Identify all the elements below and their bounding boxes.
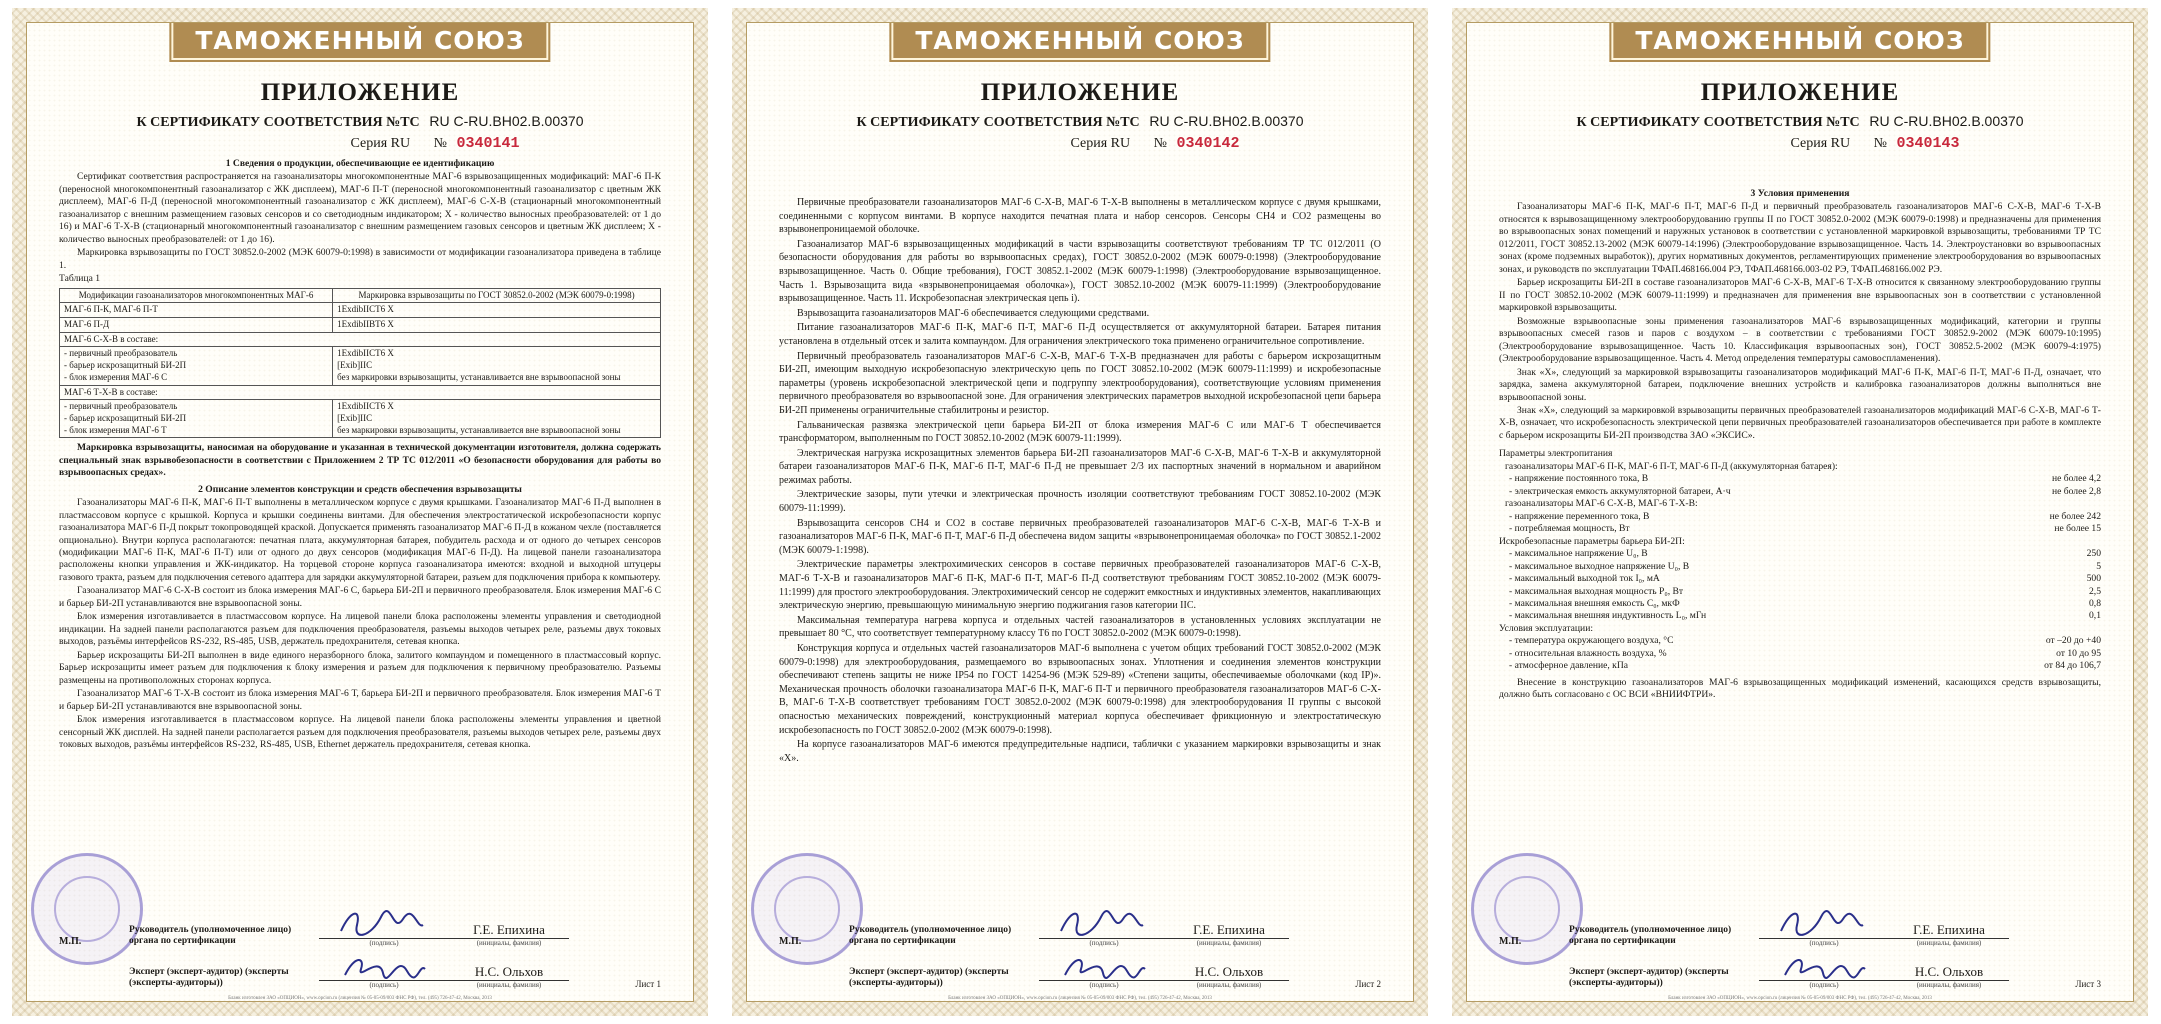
- paragraph: Возможные взрывоопасные зоны применения газоанализаторов МАГ-6 взрывозащищенных модификаций, категории и группы взрывоопасных смесей газов и паров с воздухом – в соответствии с требованиями ГОСТ 30852.9-2002 (МЭК 60079-10:1995) (Электрооборудование взрывозащищенное. Часть 10. Классификация взрывоопасных зон), ГОСТ 30852.5-2002 (МЭК 60079-4:1975) (Электрооборудование взрывозащищенное. Часть 4. Метод определения температуры самовоспламенения).: [1499, 315, 2101, 365]
- signature-icon: [1051, 949, 1151, 983]
- expert-role: Эксперт (эксперт-аудитор) (эксперты (эксперты-аудиторы)): [1569, 967, 1729, 989]
- paragraph: Газоанализатор МАГ-6 взрывозащищенных модификаций в части взрывозащиты соответствуют требованиям ТР ТС 012/2011 (О безопасности оборудования для работы во взрывоопасных средах), ГОСТ 30852.0-2002 (МЭК 60079-0:1998) (Электрооборудование взрывозащищенное. Часть 0. Общие требования), ГОСТ 30852.1-2002 (МЭК 60079-1:1998) (Электрооборудование взрывозащищенное. Часть 1. Взрывозащита вида «взрывонепроницаемая оболочка»), ГОСТ 30852.10-2002 (МЭК 60079-11:1999) (Электрооборудование взрывозащищенное. Часть 11. Искробезопасная электрическая цепь i).: [779, 238, 1381, 305]
- paragraph: Максимальная температура нагрева корпуса и отдельных частей газоанализаторов в установленных условиях эксплуатации не превышает 80 °С, что соответствует температурному классу Т6 по ГОСТ 30852.0-2002 (МЭК 60079-0:1998).: [779, 614, 1381, 640]
- certificate-line: [59, 113, 661, 131]
- param-name: - атмосферное давление, кПа: [1509, 660, 1629, 672]
- expert-role: Эксперт (эксперт-аудитор) (эксперты (эксперты-аудиторы)): [849, 967, 1009, 989]
- param-row: [1499, 523, 2101, 535]
- appendix-sheet-2: [732, 8, 1428, 1016]
- certificate-number: RU C-RU.BH02.B.00370: [1869, 113, 2024, 129]
- param-value: 0,8: [2089, 598, 2101, 609]
- signature-caption: (подпись): [1809, 939, 1839, 947]
- params-subheading: газоанализаторы МАГ-6 С-Х-В, МАГ-6 Т-Х-В:: [1505, 498, 1698, 510]
- certificate-number: RU C-RU.BH02.B.00370: [429, 113, 584, 129]
- table-caption: Таблица 1: [59, 273, 101, 285]
- certificate-label: К СЕРТИФИКАТУ СООТВЕТСТВИЯ №ТС: [136, 115, 420, 130]
- expert-role: Эксперт (эксперт-аудитор) (эксперты (эксперты-аудиторы)): [129, 967, 289, 989]
- head-signature: [1039, 913, 1169, 947]
- expert-name-box: [449, 964, 569, 989]
- table-header: Модификации газоанализаторов многокомпонентных МАГ-6: [60, 288, 333, 303]
- table-header: Маркировка взрывозащиты по ГОСТ 30852.0-2002 (МЭК 60079-0:1998): [333, 288, 661, 303]
- paragraph: Газоанализаторы МАГ-6 П-К, МАГ-6 П-Т, МАГ-6 П-Д и первичный преобразователь газоанализаторов МАГ-6 С-Х-В, МАГ-6 Т-Х-В относятся к взрывозащищенному электрооборудованию группы II по ГОСТ 30852.0-2002 (МЭК 60079-0:1998) и предназначены для применения во взрывоопасных зонах помещений и наружных установок в соответствии с установленной маркировкой взрывозащиты, требованиями ТР ТС 012/2011, ГОСТ 30852.13-2002 (МЭК 60079-14:1996) (Электрооборудование взрывозащищенное. Часть 14. Электроустановки во взрывоопасных зонах (кроме подземных выработок)), других нормативных документов, регламентирующих применение электрооборудования во взрывоопасных зонах, и руководств по эксплуатации ТФАП.468166.004 РЭ, ТФАП.468166.003-02 РЭ, ТФАП.468166.002 РЭ.: [1499, 201, 2101, 275]
- name-caption: (инициалы, фамилия): [1916, 981, 1982, 989]
- series-line: [209, 135, 661, 152]
- table-cell: МАГ-6 С-Х-В в составе:: [60, 332, 661, 347]
- paragraph: Блок измерения изготавливается в пластмассовом корпусе. На лицевой панели блока расположены элементы управления и цветной сенсорный ЖК дисплей. На задней панели располагается разъем для подключения преобразователя, разъемы выходов четырех реле, разъемы двух токовых выходов, разъёмы интерфейсов RS-232, RS-485, USB, Ethernet держатель предохранителя, сетевая кнопка.: [59, 714, 661, 751]
- stamp-place-label: М.П.: [1499, 936, 1522, 947]
- params-subheading: газоанализаторы МАГ-6 П-К, МАГ-6 П-Т, МАГ-6 П-Д (аккумуляторная батарея):: [1505, 460, 1838, 472]
- number-sign: №: [433, 136, 447, 151]
- paragraph: Маркировка взрывозащиты, наносимая на оборудование и указанная в технической документации изготовителя, должна содержать специальный знак взрывобезопасности в соответствии с Приложением 2 ТР ТС 012/2011 «О безопасности оборудования для работы во взрывоопасных средах».: [59, 442, 661, 479]
- param-value: 0,1: [2089, 610, 2101, 622]
- section-heading: 1 Сведения о продукции, обеспечивающие ее идентификацию: [225, 158, 495, 169]
- paragraph: Газоанализаторы МАГ-6 П-К, МАГ-6 П-Т выполнены в металлическом корпусе с двумя крышками. Газоанализатор МАГ-6 П-Д выполнен в пластмассовом корпусе с крышкой. Корпуса и крышки соединены винтами. Для обеспечения электростатической искробезопасности корпус газоанализатора МАГ-6 П-Д покрыт токопроводящей краской. Допускается применять газоанализатор МАГ-6 П-Д в кожаном чехле (поставляется опционально). Внутри корпуса располагаются: печатная плата, аккумуляторная батарея, побудитель расхода и от одного до четырех сенсоров (модификации МАГ-6 П-К, МАГ-6 П-Т) или от одного до двух сенсоров (модификация МАГ-6 П-Д). На лицевой панели газоанализатора расположены кнопки управления и ЖК-индикатор. На торцевой стороне корпуса газоанализатора имеются: входной и выходной штуцеры газового тракта, разъем для подключения сетевого адаптера для зарядки аккумуляторной батареи, разъем для подключения прибора к компьютеру.: [59, 497, 661, 583]
- stamp-place-label: М.П.: [779, 936, 802, 947]
- name-caption: (инициалы, фамилия): [1916, 939, 1982, 947]
- paragraph: Конструкция корпуса и отдельных частей газоанализаторов МАГ-6 выполнена с учетом общих требований ГОСТ 30852.0-2002 (МЭК 60079-0:1998) для электрооборудования, размещаемого во взрывоопасных зонах. Уплотнения и соединения элементов конструкции обеспечивают степень защиты не ниже IP54 по ГОСТ 14254-96 (МЭК 529-89) «Степени защиты, обеспечиваемые оболочками (код IP)». Механическая прочность оболочки газоанализатора МАГ-6 П-К, МАГ-6 П-Т и первичного преобразователя газоанализаторов МАГ-6 С-Х-В, МАГ-6 Т-Х-В соответствует требованиям ГОСТ 30852.0-2002 (МЭК 60079-0:1998) для электрооборудования II группы с высокой опасностью механических повреждений, конструкционный материал корпуса обеспечивает фрикционную и электростатическую искробезопасность по ГОСТ 30852.0-2002 (МЭК 60079-0:1998).: [779, 643, 1381, 736]
- paragraph: Маркировка взрывозащиты по ГОСТ 30852.0-2002 (МЭК 60079-0:1998) в зависимости от модификации газоанализатора приведена в таблице 1.: [59, 247, 661, 271]
- param-row: [1499, 598, 2101, 610]
- certificate-label: К СЕРТИФИКАТУ СООТВЕТСТВИЯ №ТС: [1576, 115, 1860, 130]
- param-name: - напряжение постоянного тока, В: [1509, 473, 1649, 485]
- stamp-place-label: М.П.: [59, 936, 82, 947]
- param-row: [1499, 473, 2101, 485]
- head-signature: [319, 913, 449, 947]
- paragraph: Электрические параметры электрохимических сенсоров в составе первичных преобразователей газоанализаторов МАГ-6 С-Х-В, МАГ-6 Т-Х-В и газоанализаторов МАГ-6 П-К, МАГ-6 П-Т, МАГ-6 П-Д соответствуют требованиям ГОСТ 30852.10-2002 (МЭК 60079-11:1999) для простого электрооборудования. Электрохимический сенсор не содержит емкостных и индуктивных элементов, накапливающих электрическую энергию, превышающую минимальную энергию поджигания газов категории IIC.: [779, 559, 1381, 612]
- number-sign: №: [1873, 136, 1887, 151]
- expert-name-box: [1889, 964, 2009, 989]
- customs-union-banner: ТАМОЖЕННЫЙ СОЮЗ: [171, 22, 548, 60]
- sheet-number: Лист 1: [635, 979, 661, 989]
- param-row: [1499, 610, 2101, 622]
- expert-name: Н.С. Ольхов: [1889, 964, 2009, 981]
- name-caption: (инициалы, фамилия): [476, 939, 542, 947]
- paragraph: На корпусе газоанализаторов МАГ-6 имеются предупредительные надписи, таблички с указанием маркировки взрывозащиты и знак «Х».: [779, 739, 1381, 764]
- paragraph: Барьер искрозащиты БИ-2П выполнен в виде единого неразборного блока, залитого компаундом и помещенного в пластмассовый корпус. Барьер искрозащиты имеет разъем для подключения к блоку измерения и разъем для подключения к первичному преобразователю. Разъемы размещены на противоположных сторонах корпуса.: [59, 649, 661, 686]
- number-sign: №: [1153, 136, 1167, 151]
- head-name: Г.Е. Епихина: [449, 922, 569, 939]
- expert-name: Н.С. Ольхов: [449, 964, 569, 981]
- paragraph: Блок измерения изготавливается в пластмассовом корпусе. На лицевой панели блока расположены элементы управления и светодиодной индикации. На задней панели располагаются разъем для подключения преобразователя, разъемы выходов четырех реле, разъемы двух токовых выходов, разъёмы интерфейсов RS-232, RS-485, USB, держатель предохранителя, сетевая кнопка.: [59, 611, 661, 648]
- paragraph: Первичный преобразователь газоанализаторов МАГ-6 С-Х-В, МАГ-6 Т-Х-В предназначен для работы с барьером искрозащитным БИ-2П, имеющим выходную искробезопасную электрическую цепь по ГОСТ 30852.10-2002 (МЭК 60079-11:1999) и искробезопасные параметры (уровень искробезопасной электрической цепи и подгруппу электрооборудования), соответствующие условиям применения первичного преобразователя во взрывоопасной зоне. Для ограничения электрических параметров выходной искробезопасной цепи барьера БИ-2П применены ограничительные стабилитроны и резистор.: [779, 350, 1381, 416]
- page-title: ПРИЛОЖЕНИЕ: [1700, 79, 1900, 106]
- signature-caption: (подпись): [1089, 939, 1119, 947]
- table-cell: - первичный преобразователь - барьер искрозащитный БИ-2П - блок измерения МАГ-6 Т: [60, 400, 333, 438]
- certificate-line: [1499, 113, 2101, 131]
- param-value: не более 2,8: [2051, 485, 2101, 497]
- param-name: - максимальная выходная мощность P₀, Вт: [1509, 585, 1684, 597]
- signature-icon: [1051, 907, 1151, 941]
- param-name: - потребляемая мощность, Вт: [1509, 523, 1630, 535]
- page-title: ПРИЛОЖЕНИЕ: [260, 79, 460, 106]
- customs-union-banner: ТАМОЖЕННЫЙ СОЮЗ: [891, 22, 1268, 60]
- paragraph: Сертификат соответствия распространяется на газоанализаторы многокомпонентные МАГ-6 взрывозащищенных модификаций: МАГ-6 П-К (переносной многокомпонентный газоанализатор с ЖК дисплеем), МАГ-6 П-Т (переносной многокомпонентный газоанализатор с цветным ЖК дисплеем), МАГ-6 П-Д (переносной многокомпонентный газоанализатор с ЖК дисплеем), МАГ-6 С-Х-В (стационарный многокомпонентный газоанализатор с внешним размещением газовых сенсоров и со светодиодным индикатором; X - количество выносных преобразователей: от 1 до 16) и МАГ-6 Т-Х-В (стационарный многокомпонентный газоанализатор с внешним размещением газовых сенсоров и цветным ЖК дисплеем; X - количество выносных преобразователей: от 1 до 16).: [59, 171, 661, 245]
- param-row: [1499, 660, 2101, 672]
- paragraph: Взрывозащита сенсоров CH4 и CO2 в составе первичных преобразователей газоанализаторов МАГ-6 С-Х-В, МАГ-6 Т-Х-В и газоанализаторов МАГ-6 П-К, МАГ-6 П-Т, МАГ-6 П-Д обеспечена видом защиты «взрывонепроницаемая оболочка» по ГОСТ 30852.1-2002 (МЭК 60079-1:1998).: [779, 517, 1381, 556]
- table-cell: 1ExdibIICT6 X: [333, 303, 661, 318]
- param-value: не более 15: [2054, 523, 2101, 535]
- paragraph: Газоанализатор МАГ-6 С-Х-В состоит из блока измерения МАГ-6 С, барьера БИ-2П и первичного преобразователя. Блок измерения МАГ-6 С и барьер БИ-2П устанавливаются вне взрывоопасной зоны.: [59, 585, 661, 609]
- head-name-box: [449, 922, 569, 947]
- param-value: 500: [2086, 573, 2101, 585]
- params-heading: Параметры электропитания: [1499, 448, 1613, 460]
- table-cell: - первичный преобразователь - барьер искрозащитный БИ-2П - блок измерения МАГ-6 С: [60, 347, 333, 385]
- param-value: не более 242: [2049, 510, 2101, 522]
- section-heading: 3 Условия применения: [1750, 188, 1850, 199]
- paragraph: Электрическая нагрузка искрозащитных элементов барьера БИ-2П газоанализаторов МАГ-6 С-Х-В, МАГ-6 Т-Х-В и аккумуляторной батареи газоанализаторов МАГ-6 П-К, МАГ-6 П-Т, МАГ-6 П-Д не превышает 2/3 их паспортных значений в нормальном и аварийном режимах работы.: [779, 447, 1381, 486]
- paragraph: Электрические зазоры, пути утечки и электрическая прочность изоляции соответствуют требованиям ГОСТ 30852.10-2002 (МЭК 60079-11:1999).: [779, 489, 1381, 515]
- sheet-number: Лист 2: [1355, 979, 1381, 989]
- head-role: Руководитель (уполномоченное лицо) органа по сертификации: [1569, 925, 1732, 947]
- signature-icon: [331, 907, 431, 941]
- signature-caption: (подпись): [1809, 981, 1839, 989]
- paragraph: Знак «Х», следующий за маркировкой взрывозащиты газоанализаторов модификаций МАГ-6 П-К, МАГ-6 П-Т, МАГ-6 П-Д, означает, что зарядка, замена аккумуляторной батареи, подключение внешних устройств и калибровка газоанализаторов должны выполняться вне взрывоопасной зоны.: [1499, 366, 2101, 403]
- signature-icon: [1771, 907, 1871, 941]
- params-heading: Условия эксплуатации:: [1499, 622, 1593, 634]
- param-name: - максимальная внешняя емкость C₀, мкФ: [1509, 598, 1680, 609]
- sheet-number: Лист 3: [2075, 979, 2101, 989]
- series-line: [1649, 135, 2101, 152]
- head-signature: [1759, 913, 1889, 947]
- param-name: - максимальный выходной ток I₀, мА: [1509, 573, 1660, 585]
- certificate-label: К СЕРТИФИКАТУ СООТВЕТСТВИЯ №ТС: [856, 115, 1140, 130]
- series-label: Серия RU: [350, 136, 411, 151]
- param-value: от –20 до +40: [2045, 635, 2101, 647]
- marking-table: [59, 288, 661, 439]
- signature-icon: [331, 949, 431, 983]
- customs-union-banner: ТАМОЖЕННЫЙ СОЮЗ: [1611, 22, 1988, 60]
- table-cell: МАГ-6 Т-Х-В в составе:: [60, 385, 661, 400]
- param-row: [1499, 635, 2101, 647]
- param-name: - относительная влажность воздуха, %: [1509, 647, 1667, 659]
- param-name: - максимальное выходное напряжение U₀, В: [1509, 560, 1690, 572]
- param-name: - напряжение переменного тока, В: [1509, 510, 1650, 522]
- paragraph: Питание газоанализаторов МАГ-6 П-К, МАГ-6 П-Т, МАГ-6 П-Д осуществляется от аккумуляторной батареи. Батарея питания установлена в отдельный отсек и залита компаундом. Для ограничения электрического тока применено ограничительное сопротивление.: [779, 322, 1381, 347]
- param-name: - температура окружающего воздуха, °С: [1509, 635, 1674, 647]
- param-row: [1499, 561, 2101, 573]
- section-heading: 2 Описание элементов конструкции и средств обеспечения взрывозащиты: [198, 483, 522, 495]
- expert-signature: [319, 955, 449, 989]
- paragraph: Взрывозащита газоанализаторов МАГ-6 обеспечивается следующими средствами.: [797, 307, 1150, 319]
- param-name: - максимальное напряжение U₀, В: [1509, 548, 1648, 560]
- blank-number: 0340142: [1176, 135, 1240, 152]
- sheet-body: [779, 196, 1381, 765]
- certificate-number: RU C-RU.BH02.B.00370: [1149, 113, 1304, 129]
- blank-number: 0340143: [1896, 135, 1960, 152]
- param-row: [1499, 573, 2101, 585]
- head-name: Г.Е. Епихина: [1169, 922, 1289, 939]
- param-value: от 10 до 95: [2056, 647, 2101, 659]
- paragraph: Внесение в конструкцию газоанализаторов МАГ-6 взрывозащищенных модификаций изменений, касающихся средств взрывозащиты, должно быть согласовано с ОС ВСИ «ВНИИФТРИ».: [1499, 676, 2101, 701]
- appendix-sheet-1: [12, 8, 708, 1016]
- sheet-body: [59, 158, 661, 752]
- series-label: Серия RU: [1790, 136, 1851, 151]
- param-value: 5: [2096, 560, 2101, 572]
- param-value: не более 4,2: [2051, 473, 2101, 485]
- table-cell: МАГ-6 П-Д: [60, 318, 333, 333]
- sheet-body: [1499, 188, 2101, 442]
- expert-name-box: [1169, 964, 1289, 989]
- paragraph: Гальваническая развязка электрической цепи барьера БИ-2П от блока измерения МАГ-6 С или МАГ-6 Т обеспечивается трансформатором, выполненным по ГОСТ 30852.10-2002 (МЭК 60079-11:1999).: [779, 419, 1381, 445]
- name-caption: (инициалы, фамилия): [1196, 981, 1262, 989]
- print-line: Бланк изготовлен ЗАО «ОПЦИОН», www.opcion.ru (лицензия № 05-05-09/003 ФНС РФ), тел. (495) 726-47-42, Москва, 2013: [948, 996, 1212, 1001]
- series-label: Серия RU: [1070, 136, 1131, 151]
- paragraph: Газоанализатор МАГ-6 Т-Х-В состоит из блока измерения МАГ-6 Т, барьера БИ-2П и первичного преобразователя. Блок измерения МАГ-6 Т и барьер БИ-2П устанавливаются вне взрывоопасной зоны.: [59, 688, 661, 712]
- print-line: Бланк изготовлен ЗАО «ОПЦИОН», www.opcion.ru (лицензия № 05-05-09/003 ФНС РФ), тел. (495) 726-47-42, Москва, 2013: [1668, 996, 1932, 1001]
- param-row: [1499, 586, 2101, 598]
- param-name: - электрическая емкость аккумуляторной батареи, А·ч: [1509, 485, 1731, 497]
- name-caption: (инициалы, фамилия): [1196, 939, 1262, 947]
- param-value: 2,5: [2089, 585, 2101, 597]
- series-line: [929, 135, 1381, 152]
- page-title: ПРИЛОЖЕНИЕ: [980, 79, 1180, 106]
- table-cell: 1ExdibIICT6 X [Exib]IIC без маркировки взрывозащиты, устанавливается вне взрывоопасной зоны: [333, 347, 661, 385]
- head-name: Г.Е. Епихина: [1889, 922, 2009, 939]
- table-cell: 1ExdibIIBT6 X: [333, 318, 661, 333]
- param-row: [1499, 486, 2101, 498]
- param-name: - максимальная внешняя индуктивность L₀, мГн: [1509, 610, 1707, 622]
- head-role: Руководитель (уполномоченное лицо) органа по сертификации: [129, 925, 292, 947]
- paragraph: Барьер искрозащиты БИ-2П в составе газоанализаторов МАГ-6 С-Х-В, МАГ-6 Т-Х-В относится к связанному электрооборудованию группы II по ГОСТ 30852.10-2002 (МЭК 60079-11:1999) и предназначен для применения вне взрывоопасных зон в соответствии с установленной маркировкой взрывозащиты.: [1499, 277, 2101, 314]
- head-role: Руководитель (уполномоченное лицо) органа по сертификации: [849, 925, 1012, 947]
- expert-signature: [1759, 955, 1889, 989]
- signature-block: [1499, 905, 2101, 989]
- signature-icon: [1771, 949, 1871, 983]
- expert-name: Н.С. Ольхов: [1169, 964, 1289, 981]
- signature-block: [59, 905, 661, 989]
- parameters-list: [1499, 448, 2101, 701]
- expert-signature: [1039, 955, 1169, 989]
- param-row: [1499, 648, 2101, 660]
- param-row: [1499, 548, 2101, 560]
- param-row: [1499, 511, 2101, 523]
- signature-caption: (подпись): [369, 981, 399, 989]
- param-value: 250: [2086, 548, 2101, 560]
- blank-number: 0340141: [456, 135, 520, 152]
- table-cell: МАГ-6 П-К, МАГ-6 П-Т: [60, 303, 333, 318]
- paragraph: Знак «Х», следующий за маркировкой взрывозащиты первичных преобразователей газоанализаторов модификаций МАГ-6 С-Х-В, МАГ-6 Т-Х-В, означает, что искробезопасность электрической цепи первичных преобразователей газоанализаторов обеспечивается при работе в комплекте с барьером искрозащиты БИ-2П производства ЗАО «ЭКСИС».: [1499, 404, 2101, 441]
- appendix-sheet-3: [1452, 8, 2148, 1016]
- signature-block: [779, 905, 1381, 989]
- name-caption: (инициалы, фамилия): [476, 981, 542, 989]
- print-line: Бланк изготовлен ЗАО «ОПЦИОН», www.opcion.ru (лицензия № 05-05-09/003 ФНС РФ), тел. (495) 726-47-42, Москва, 2013: [228, 996, 492, 1001]
- paragraph: Первичные преобразователи газоанализаторов МАГ-6 С-Х-В, МАГ-6 Т-Х-В выполнены в металлическом корпусе с двумя крышками, соединенными с корпусом винтами. В корпусе находится печатная плата и набор сенсоров. Сенсоры CH4 и CO2 размещены во взрывонепроницаемой оболочке.: [779, 197, 1381, 236]
- table-cell: 1ExdibIICT6 X [Exib]IIC без маркировки взрывозащиты, устанавливается вне взрывоопасной зоны: [333, 400, 661, 438]
- signature-caption: (подпись): [369, 939, 399, 947]
- certificate-line: [779, 113, 1381, 131]
- signature-caption: (подпись): [1089, 981, 1119, 989]
- head-name-box: [1889, 922, 2009, 947]
- param-value: от 84 до 106,7: [2044, 660, 2101, 672]
- head-name-box: [1169, 922, 1289, 947]
- params-heading: Искробезопасные параметры барьера БИ-2П:: [1499, 535, 1685, 547]
